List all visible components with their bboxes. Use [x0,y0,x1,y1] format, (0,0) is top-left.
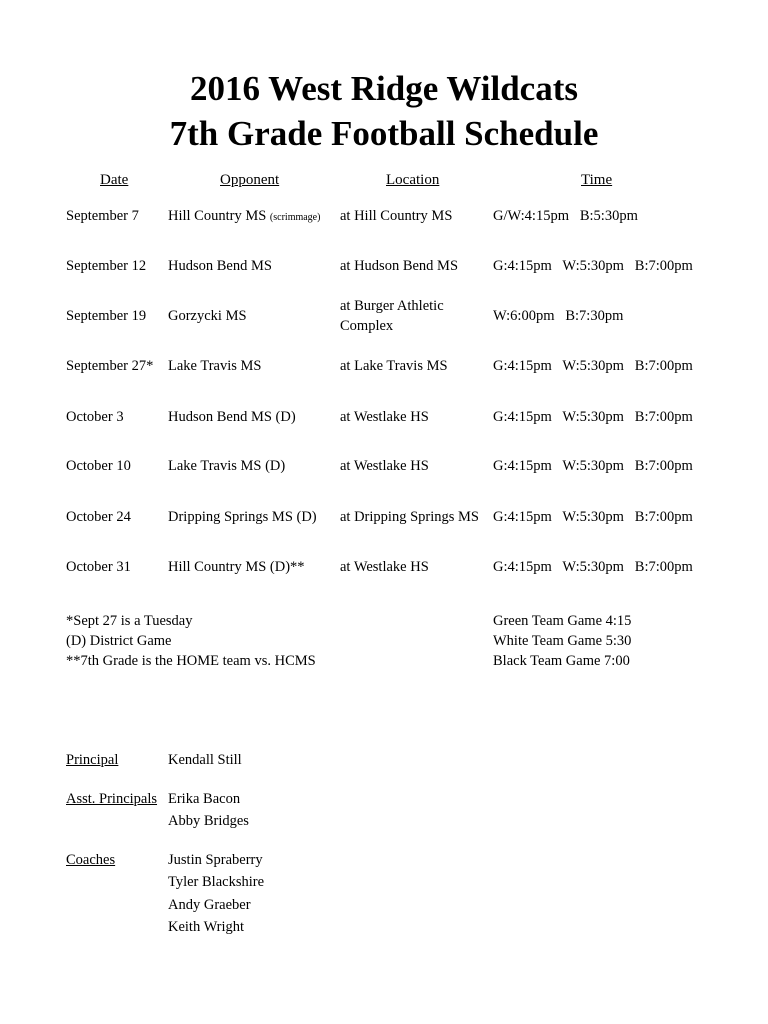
game-date: October 10 [66,458,131,474]
game-time: G:4:15pm W:5:30pm B:7:00pm [493,409,693,425]
game-opponent: Hudson Bend MS (D) [168,409,296,425]
coach-name: Tyler Blackshire [168,874,265,890]
game-location: at Burger Athletic Complex [340,298,444,334]
game-date: September 7 [66,208,139,224]
opponent-name: Hill Country MS [168,208,267,224]
principal-name: Kendall Still [168,752,242,768]
legend-black-team: Black Team Game 7:00 [493,653,630,669]
game-opponent: Dripping Springs MS (D) [168,509,317,525]
column-header-opponent: Opponent [220,172,280,188]
column-header-date: Date [100,172,129,188]
game-location: at Westlake HS [340,458,429,474]
table-row [0,507,768,537]
title-line-2: 7th Grade Football Schedule [169,114,599,153]
footnote-district: (D) District Game [66,633,172,649]
game-location: at Westlake HS [340,559,429,575]
table-row [0,206,768,236]
game-date: September 27* [66,358,154,374]
table-row [0,298,768,336]
coaches-label: Coaches [66,852,116,868]
table-row [0,256,768,286]
footnote-home-team: **7th Grade is the HOME team vs. HCMS [66,653,316,669]
game-time: G:4:15pm W:5:30pm B:7:00pm [493,509,693,525]
coach-name: Andy Graeber [168,897,251,913]
game-time: G:4:15pm W:5:30pm B:7:00pm [493,358,693,374]
game-opponent [168,206,320,228]
column-header-location: Location [386,172,440,188]
coach-name: Justin Spraberry [168,852,263,868]
game-location: at Hill Country MS [340,208,453,224]
game-opponent: Lake Travis MS [168,358,262,374]
game-date: October 31 [66,559,131,575]
game-time: G:4:15pm W:5:30pm B:7:00pm [493,458,693,474]
coach-name: Keith Wright [168,919,245,935]
legend-green-team: Green Team Game 4:15 [493,613,632,629]
legend-white-team: White Team Game 5:30 [493,633,632,649]
asst-principals-label: Asst. Principals [66,791,158,807]
table-row [0,407,768,437]
game-date: September 12 [66,258,147,274]
asst-principal-name: Abby Bridges [168,813,249,829]
game-opponent: Hill Country MS (D)** [168,559,305,575]
game-time: G:4:15pm W:5:30pm B:7:00pm [493,559,693,575]
title-line-1: 2016 West Ridge Wildcats [190,69,578,108]
game-opponent: Gorzycki MS [168,308,247,324]
table-row [0,557,768,587]
table-row [0,456,768,486]
game-time: G:4:15pm W:5:30pm B:7:00pm [493,258,693,274]
game-location: at Lake Travis MS [340,358,448,374]
game-location: at Dripping Springs MS [340,509,479,525]
game-opponent: Lake Travis MS (D) [168,458,286,474]
game-date: September 19 [66,308,147,324]
game-opponent: Hudson Bend MS [168,258,272,274]
game-time: W:6:00pm B:7:30pm [493,308,624,324]
table-row [0,356,768,386]
game-time: G/W:4:15pm B:5:30pm [493,208,638,224]
footnote-tuesday: *Sept 27 is a Tuesday [66,613,193,629]
principal-label: Principal [66,752,119,768]
game-date: October 3 [66,409,124,425]
opponent-note: (scrimmage) [269,212,321,223]
game-location: at Westlake HS [340,409,429,425]
asst-principal-name: Erika Bacon [168,791,241,807]
game-location: at Hudson Bend MS [340,258,459,274]
game-date: October 24 [66,509,131,525]
column-header-time: Time [581,172,613,188]
